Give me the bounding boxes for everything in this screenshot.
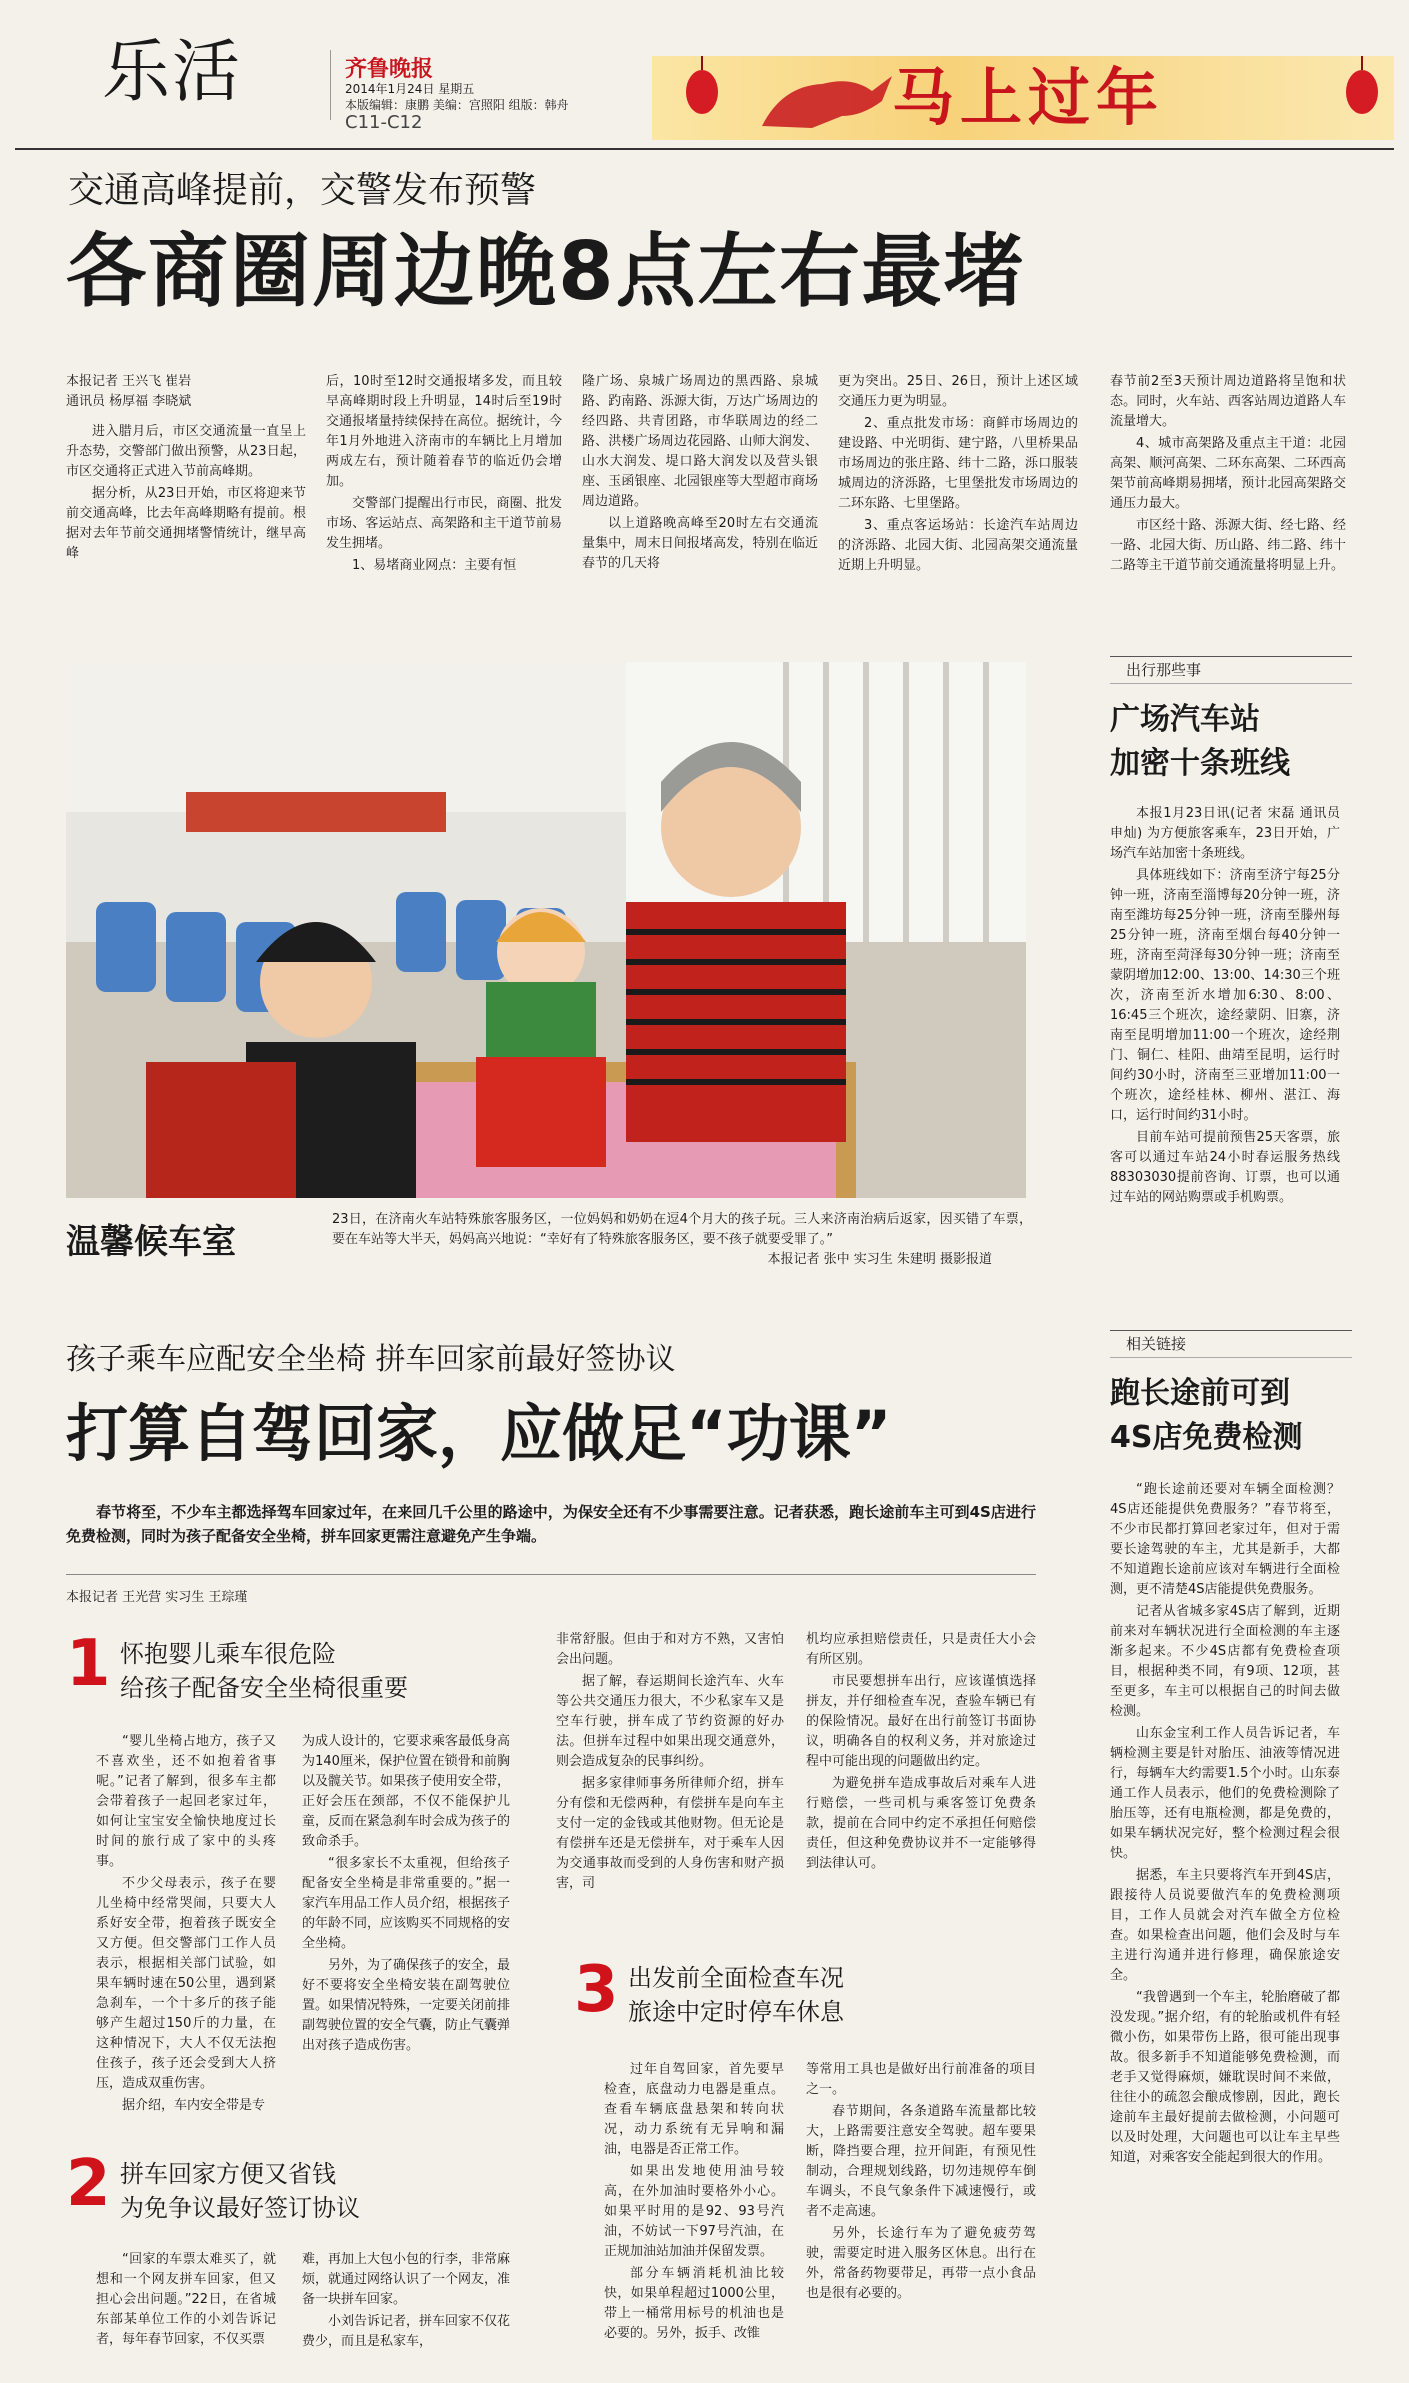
section-3-col-1: 过年自驾回家，首先要早检查，底盘动力电器是重点。查看车辆底盘悬架和转向状况，动力系统有无异响和漏油，电器是否正常工作。 如果出发地使用油号较高，在外加油时要格外小心。如果平时用的是92、93号汽油，不妨试一下97号汽油，在正规加油站加油并保留发票。 部分车辆消耗机油比较快，如果单程超过1000公里，带上一桶常用标号的机油也是必要的。另外，扳手、改锥 xyxy=(604,2062,784,2341)
festival-banner xyxy=(652,56,1394,140)
section-2-col-2: 难，再加上大包小包的行李，非常麻烦，就通过网络认识了一个网友，准备一块拼车回家。 小刘告诉记者，拼车回家不仅花费少，而且是私家车， xyxy=(302,2252,511,2349)
second-intro: 春节将至，不少车主都选择驾车回家过年，在来回几千公里的路途中，为保安全还有不少事需要注意。记者获悉，跑长途前车主可到4S店进行免费检测，同时为孩子配备安全坐椅，拼车回家更需注意避免产生争端。 xyxy=(66,1503,1036,1545)
lead-col-2: 后，10时至12时交通报堵多发，而且较早高峰期时段上升明显，14时后至19时交通报堵量持续保持在高位。据统计，今年1月外地进入济南市的车辆比上月增加两成左右，预计随着春节的临近仍会增加。 交警部门提醒出行市民，商圈、批发市场、客运站点、高架路和主干道节前易发生拥堵。 1、易堵商业网点：主要有恒 xyxy=(326,374,562,573)
newspaper-logo: 齐鲁晚报 xyxy=(345,56,434,82)
sidebar2-body: “跑长途前还要对车辆全面检测？4S店还能提供免费服务？”春节将至，不少市民都打算回老家过年，但对于需要长途驾驶的车主，尤其是新手，大都不知道跑长途前应该对车辆进行全面检测，更不清楚4S店能提供免费服务。 记者从省城多家4S店了解到，近期前来对车辆状况进行全面检测的车主逐渐多起来。不少4S店都有免费检查项目，根据种类不同，有9项、12项，甚至更多，车主可以根据自己的时间去做检测。 山东金宝利工作人员告诉记者，车辆检测主要是针对胎压、油液等情况进行，每辆车大约需要1.5个小时。山东泰通工作人员表示，他们的免费检测除了胎压等，还有电瓶检测，都是免费的，如果车辆状况完好，整个检测过程会很快。 据悉，车主只要将汽车开到4S店，跟接待人员说要做汽车的免费检测项目，工作人员就会对汽车做全方位检查。如果检查出问题，他们会及时与车主进行沟通并进行修理，确保旅途安全。 “我曾遇到一个车主，轮胎磨破了都没发现。”据介绍，有的轮胎或机件有轻微小伤，如果带伤上路，很可能出现事故。很多新手不知道能够免费检测，而老手又觉得麻烦，嫌耽误时间不来做，往往小的疏忽会酿成惨剧，因此，跑长途前车主最好提前去做检测，小问题可以及时处理，大问题也可以让车主早些知道，对乘客安全能起到很大的作用。 xyxy=(1110,1482,1340,2165)
section-3-col-2: 等常用工具也是做好出行前准备的项目之一。 春节期间，各条道路车流量都比较大，上路需要注意安全驾驶。超车要果断，降挡要合理，拉开间距，有预见性制动，合理规划线路，切勿违规停车倒车调头，不良气象条件下减速慢行，或者不走高速。 另外，长途行车为了避免疲劳驾驶，需要定时进入服务区休息。出行在外，常备药物要带足，再带一点小食品也是很有必要的。 xyxy=(806,2062,1036,2301)
section-2-title-line2: 为免争议最好签订协议 xyxy=(120,2194,360,2222)
waiting-room-photo xyxy=(66,662,1026,1198)
section-2-col-3: 非常舒服。但由于和对方不熟，又害怕会出问题。 据了解，春运期间长途汽车、火车等公共交通压力很大，不少私家车又是空车行驶，拼车成了节约资源的好办法。但拼车过程中如果出现交通意外，则会造成复杂的民事纠纷。 据多家律师事务所律师介绍，拼车分有偿和无偿两种，有偿拼车是向车主支付一定的金钱或其他财物。但无论是有偿拼车还是无偿拼车，对于乘车人因为交通事故而受到的人身伤害和财产损害，司 xyxy=(556,1632,784,1891)
lantern-icon xyxy=(1342,56,1382,140)
lead-byline: 本报记者 王兴飞 崔岩 通讯员 杨厚福 李晓斌 xyxy=(66,374,192,409)
sidebar2-title-line1: 跑长途前可到 xyxy=(1110,1376,1290,1411)
sidebar1-body: 本报1月23日讯(记者 宋磊 通讯员 申灿) 为方便旅客乘车，23日开始，广场汽车站加密十条班线。 具体班线如下：济南至济宁每25分钟一班，济南至淄博每20分钟一班，济南至潍坊每25分钟一班，济南至滕州每25分钟一班，济南至烟台每40分钟一班，济南至菏泽每30分钟一班；济南至蒙阴增加12:00、13:00、14:30三个班次，济南至沂水增加6:30、8:00、16:45三个班次，途经蒙阴、旧寨，济南至昆明增加11:00一个班次，途经荆门、铜仁、桂阳、曲靖至昆明，运行时间约30小时，济南至三亚增加11:00一个班次，途经桂林、柳州、湛江、海口，运行时间约31小时。 目前车站可提前预售25天客票，旅客可以通过车站24小时春运服务热线88303030提前咨询、订票，也可以通过车站的网站购票或手机购票。 xyxy=(1110,806,1340,1205)
sidebar-title-line1: 广场汽车站 xyxy=(1110,702,1260,737)
section-number-2: 2 xyxy=(66,2147,111,2221)
section-title: 乐活 xyxy=(102,33,243,112)
section-number-3: 3 xyxy=(574,1953,619,2027)
sidebar-tag-related: 相关链接 xyxy=(1110,1330,1352,1358)
sidebar2-title-line2: 4S店免费检测 xyxy=(1110,1420,1303,1455)
photo-illustration xyxy=(66,662,1026,1198)
editors-line: 本版编辑：康鹏 美编：宫照阳 组版：韩舟 xyxy=(345,98,569,112)
section-1-title-line1: 怀抱婴儿乘车很危险 xyxy=(120,1640,336,1668)
lead-col-1: 进入腊月后，市区交通流量一直呈上升态势，交警部门做出预警，从23日起，市区交通将正式进入节前高峰期。 据分析，从23日开始，市区将迎来节前交通高峰，比去年高峰期略有提前。根据对去年节前交通拥堵警情统计，继早高峰 xyxy=(66,424,306,561)
lead-col-3: 隆广场、泉城广场周边的黑西路、泉城路、趵南路、泺源大街，万达广场周边的经四路、共青团路，市华联周边的经二路、洪楼广场周边花园路、山师大润发、山水大润发、堤口路大润发以及营头银座、玉函银座、北园银座等大型超市商场周边道路。 以上道路晚高峰至20时左右交通流量集中，周末日间报堵高发，特别在临近春节的几天将 xyxy=(582,374,818,571)
masthead-divider xyxy=(330,50,331,120)
photo-title: 温馨候车室 xyxy=(66,1222,236,1262)
photo-caption: 23日，在济南火车站特殊旅客服务区，一位妈妈和奶奶在逗4个月大的孩子玩。三人来济南治病后返家，因买错了车票，要在车站等大半天，妈妈高兴地说：“幸好有了特殊旅客服务区，要不孩子就要受罪了。” 本报记者 张中 实习生 朱建明 摄影报道 xyxy=(332,1212,1032,1267)
section-1-col-2: 为成人设计的，它要求乘客最低身高为140厘米，保护位置在锁骨和前胸以及髋关节。如果孩子使用安全带，正好会压在颈部，不仅不能保护儿童，反而在紧急刹车时会成为孩子的致命杀手。 “很多家长不太重视，但给孩子配备安全坐椅是非常重要的。”据一家汽车用品工作人员介绍，根据孩子的年龄不同，应该购买不同规格的安全坐椅。 另外，为了确保孩子的安全，最好不要将安全坐椅安装在副驾驶位置。如果情况特殊，一定要关闭前排副驾驶位置的安全气囊，防止气囊弹出对孩子造成伤害。 xyxy=(302,1734,511,2053)
section-3-title-line1: 出发前全面检查车况 xyxy=(628,1964,844,1992)
lead-headline: 各商圈周边晚8点左右最堵 xyxy=(66,225,1026,318)
section-1-title-line2: 给孩子配备安全坐椅很重要 xyxy=(120,1674,408,1702)
lantern-icon xyxy=(682,56,722,140)
section-1-col-1: “婴儿坐椅占地方，孩子又不喜欢坐，还不如抱着省事呢。”记者了解到，很多车主都会带着孩子一起回老家过年，如何让宝宝安全愉快地度过长时间的旅行成了家中的头疼事。 不少父母表示，孩子在婴儿坐椅中经常哭闹，只要大人系好安全带，抱着孩子既安全又方便。但交警部门工作人员表示，根据相关部门试验，如果车辆时速在50公里，遇到紧急刹车，一个十多斤的孩子能够产生超过150斤的力量，在这种情况下，大人不仅无法抱住孩子，孩子还会受到大人挤压，造成双重伤害。 据介绍，车内安全带是专 xyxy=(96,1734,276,2113)
lead-col-4: 更为突出。25日、26日，预计上述区域交通压力更为明显。 2、重点批发市场：商鲜市场周边的建设路、中光明街、建宁路，八里桥果品市场周边的张庄路、纬十二路，泺口服装城周边的济泺路，七里堡批发市场周边的二环东路、七里堡路。 3、重点客运场站：长途汽车站周边的济泺路、北园大街、北园高架交通流量近期上升明显。 xyxy=(838,374,1078,573)
sidebar-tag-travel: 出行那些事 xyxy=(1110,656,1352,684)
section-2-col-1: “回家的车票太难买了，就想和一个网友拼车回家，但又担心会出问题。”22日，在省城东部某单位工作的小刘告诉记者，每年春节回家，不仅买票 xyxy=(96,2252,276,2347)
lead-col-5: 春节前2至3天预计周边道路将呈饱和状态。同时，火车站、西客站周边道路人车流量增大。 4、城市高架路及重点主干道：北园高架、顺河高架、二环东高架、二环西高架节前高峰期易拥堵，预计北园高架路交通压力最大。 市区经十路、泺源大街、经七路、经一路、北园大街、历山路、纬二路、纬十二路等主干道节前交通流量将明显上升。 xyxy=(1110,374,1346,573)
section-2-title-line1: 拼车回家方便又省钱 xyxy=(120,2160,336,2188)
banner-text: 马上过年 xyxy=(892,61,1165,134)
second-byline: 本报记者 王光营 实习生 王琮瑾 xyxy=(66,1590,248,1605)
section-3-title-line2: 旅途中定时停车休息 xyxy=(628,1998,844,2026)
page-range: C11-C12 xyxy=(345,112,423,133)
second-rule xyxy=(66,1574,1036,1575)
date-line: 2014年1月24日 星期五 xyxy=(345,82,475,96)
lead-kicker: 交通高峰提前，交警发布预警 xyxy=(68,170,537,211)
section-number-1: 1 xyxy=(66,1627,111,1701)
second-kicker: 孩子乘车应配安全坐椅 拼车回家前最好签协议 xyxy=(66,1342,676,1377)
second-headline: 打算自驾回家，应做足“功课” xyxy=(66,1397,892,1470)
horse-icon xyxy=(742,56,902,140)
masthead-rule xyxy=(15,148,1394,150)
section-2-col-4: 机均应承担赔偿责任，只是责任大小会有所区别。 市民要想拼车出行，应该谨慎选择拼友，并仔细检查车况，查验车辆已有的保险情况。最好在出行前签订书面协议，明确各自的权利义务，并对旅途过程中可能出现的问题做出约定。 为避免拼车造成事故后对乘车人进行赔偿，一些司机与乘客签订免费条款，提前在合同中约定不承担任何赔偿责任，但这种免费协议并不一定能够得到法律认可。 xyxy=(806,1632,1036,1871)
sidebar-title-line2: 加密十条班线 xyxy=(1110,746,1290,781)
